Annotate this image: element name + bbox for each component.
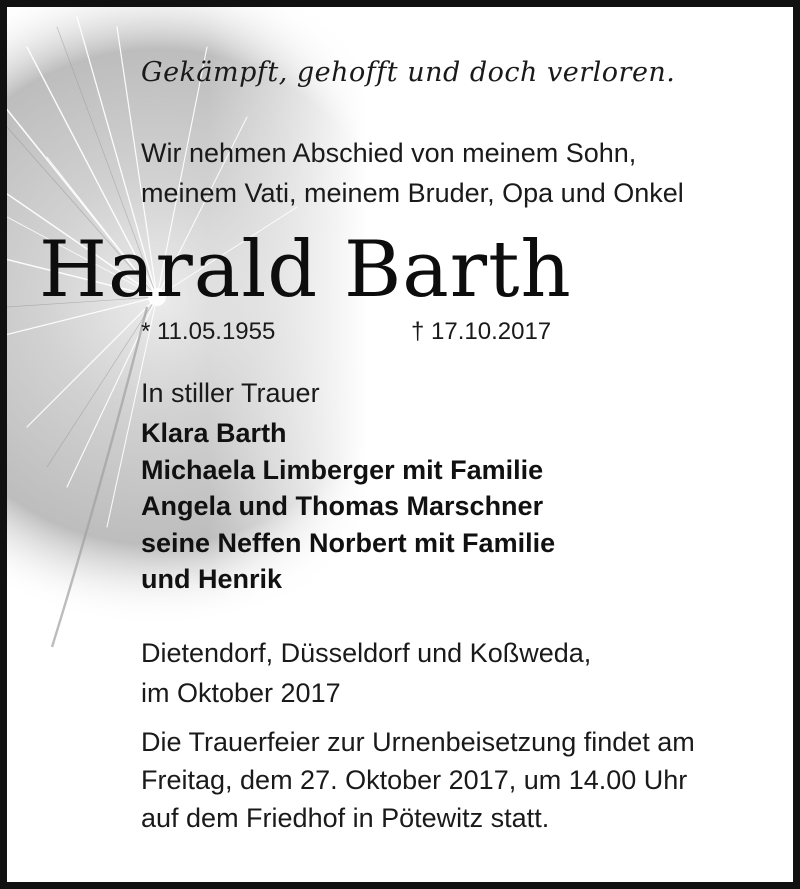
funeral-info bbox=[141, 723, 695, 837]
place-line: Dietendorf, Düsseldorf und Koßweda, bbox=[141, 638, 592, 668]
mourner-name: Klara Barth bbox=[141, 418, 287, 448]
date-line: im Oktober 2017 bbox=[141, 678, 341, 708]
mourner-name: seine Neffen Norbert mit Familie bbox=[141, 527, 556, 558]
funeral-line: Freitag, dem 27. Oktober 2017, um 14.00 Uhr bbox=[141, 765, 688, 795]
place-and-date bbox=[141, 633, 591, 713]
deceased-name: Harald Barth bbox=[39, 225, 572, 315]
funeral-line: auf dem Friedhof in Pötewitz statt. bbox=[141, 803, 550, 833]
birth-date: * 11.05.1955 bbox=[141, 318, 276, 345]
quote-line: Gekämpft, gehofft und doch verloren. bbox=[141, 57, 676, 88]
mourner-name: Angela und Thomas Marschner bbox=[141, 491, 544, 522]
intro-text bbox=[141, 133, 684, 213]
death-date: † 17.10.2017 bbox=[411, 318, 552, 345]
mourners-list bbox=[141, 415, 555, 598]
mourner-name: Michaela Limberger mit Familie bbox=[141, 454, 544, 485]
mourner-name: und Henrik bbox=[141, 564, 283, 595]
intro-line: meinem Vati, meinem Bruder, Opa und Onkel bbox=[141, 178, 684, 208]
mourning-intro: In stiller Trauer bbox=[141, 378, 320, 408]
funeral-line: Die Trauerfeier zur Urnenbeisetzung findet am bbox=[141, 727, 695, 757]
intro-line: Wir nehmen Abschied von meinem Sohn, bbox=[141, 138, 637, 168]
